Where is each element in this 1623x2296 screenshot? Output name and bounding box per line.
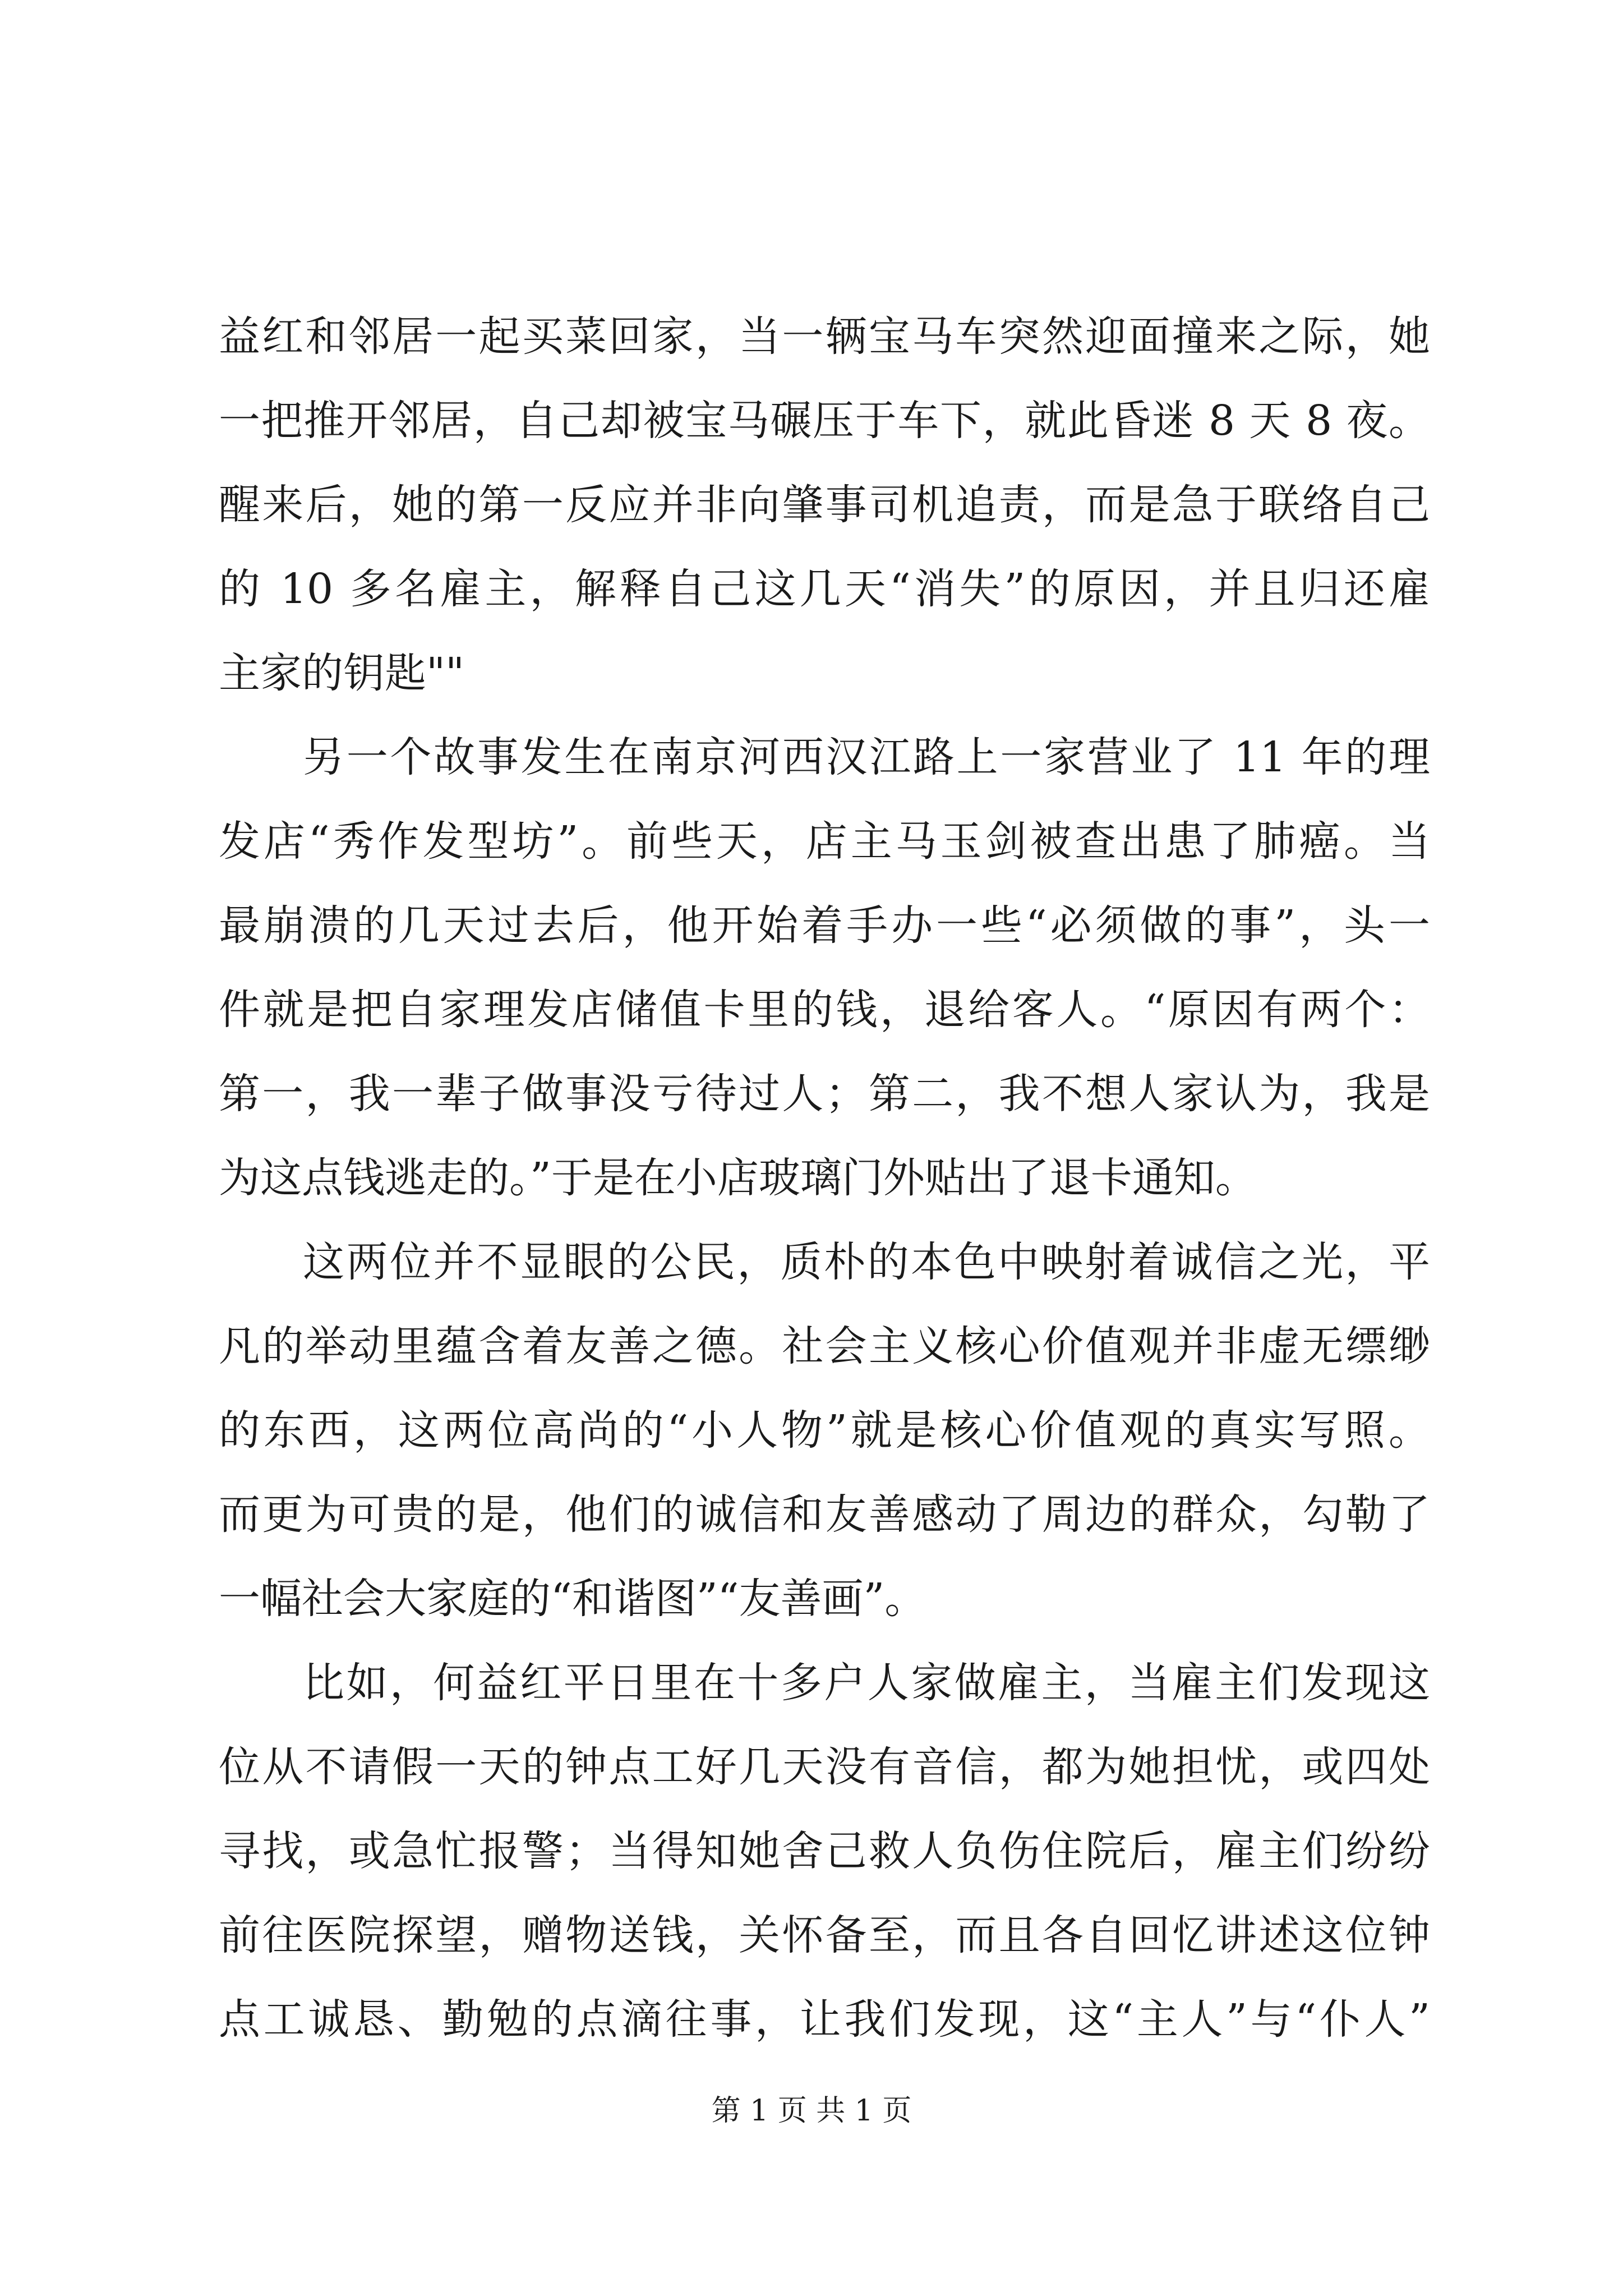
- text-line: 益红和邻居一起买菜回家，当一辆宝马车突然迎面撞来之际，她: [219, 312, 1430, 361]
- text-line: 位从不请假一天的钟点工好几天没有音信，都为她担忧，或四处: [219, 1743, 1430, 1791]
- text-line: 的 10 多名雇主，解释自己这几天“消失”的原因，并且归还雇: [219, 565, 1430, 613]
- text-line: 发店“秀作发型坊”。前些天，店主马玉剑被查出患了肺癌。当: [219, 817, 1430, 866]
- text-line: 凡的举动里蕴含着友善之德。社会主义核心价值观并非虚无缥缈: [219, 1322, 1430, 1370]
- text-line: 醒来后，她的第一反应并非向肇事司机追责，而是急于联络自己: [219, 481, 1430, 529]
- text-line: 前往医院探望，赠物送钱，关怀备至，而且各自回忆讲述这位钟: [219, 1911, 1430, 1959]
- text-line: 为这点钱逃走的。”于是在小店玻璃门外贴出了退卡通知。: [219, 1154, 1257, 1202]
- text-line: 最崩溃的几天过去后，他开始着手办一些“必须做的事”，头一: [219, 901, 1430, 950]
- text-line: 件就是把自家理发店储值卡里的钱，退给客人。“原因有两个：: [219, 986, 1430, 1034]
- page-footer: 第 1 页 共 1 页: [711, 2094, 912, 2128]
- text-line: 点工诚恳、勤勉的点滴往事，让我们发现，这“主人”与“仆人”: [219, 1995, 1430, 2044]
- text-line: 这两位并不显眼的公民，质朴的本色中映射着诚信之光，平: [303, 1238, 1430, 1286]
- text-line: 的东西，这两位高尚的“小人物”就是核心价值观的真实写照。: [219, 1406, 1430, 1455]
- text-line: 一幅社会大家庭的“和谐图”“友善画”。: [219, 1575, 926, 1623]
- text-line: 另一个故事发生在南京河西汉江路上一家营业了 11 年的理: [303, 733, 1430, 781]
- text-line: 寻找，或急忙报警；当得知她舍己救人负伤住院后，雇主们纷纷: [219, 1827, 1430, 1875]
- document-body: [219, 295, 1430, 2062]
- text-line: 比如，何益红平日里在十多户人家做雇主，当雇主们发现这: [303, 1659, 1430, 1707]
- text-line: 主家的钥匙"": [219, 649, 465, 697]
- text-line: 第一，我一辈子做事没亏待过人；第二，我不想人家认为，我是: [219, 1070, 1430, 1118]
- text-line: 一把推开邻居，自己却被宝马碾压于车下，就此昏迷 8 天 8 夜。: [219, 397, 1430, 445]
- text-line: 而更为可贵的是，他们的诚信和友善感动了周边的群众，勾勒了: [219, 1490, 1430, 1539]
